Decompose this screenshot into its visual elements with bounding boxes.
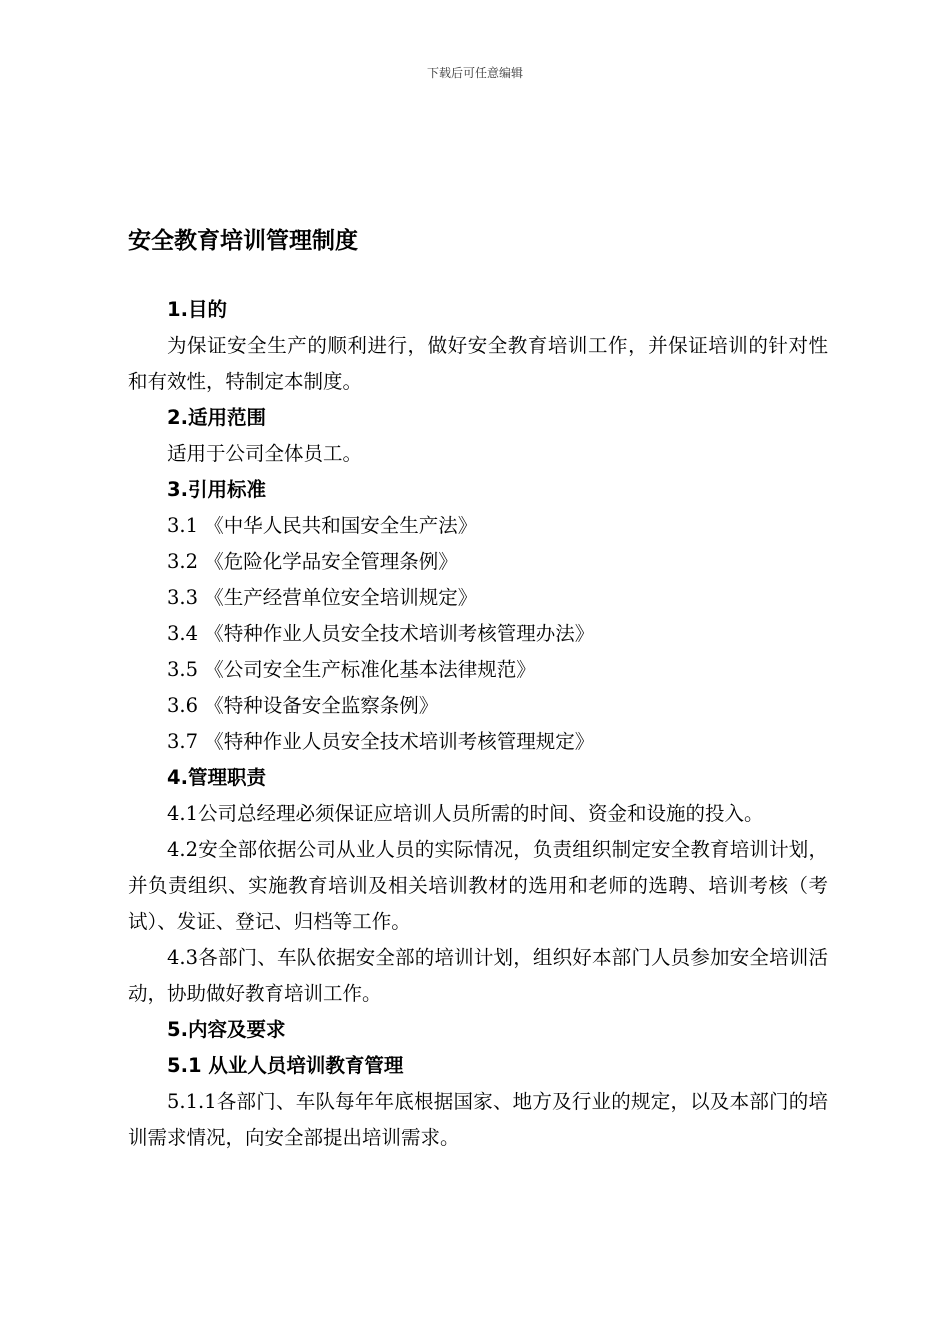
responsibility-paragraph: 4.2安全部依据公司从业人员的实际情况，负责组织制定安全教育培训计划，并负责组织、实施教育培训及相关培训教材的选用和老师的选聘、培训考核（考试）、发证、登记、归档等工作。: [128, 838, 828, 933]
section-heading-scope: 2.适用范围: [167, 406, 266, 429]
subsection-heading-training: 5.1 从业人员培训教育管理: [167, 1054, 404, 1077]
reference-item: 3.7 《特种作业人员安全技术培训考核管理规定》: [167, 730, 595, 753]
section-text-purpose: 为保证安全生产的顺利进行，做好安全教育培训工作，并保证培训的针对性和有效性，特制定本制度。: [128, 334, 828, 393]
responsibility-paragraph: 4.3各部门、车队依据安全部的培训计划，组织好本部门人员参加安全培训活动，协助做好教育培训工作。: [128, 946, 828, 1005]
section-heading-purpose: 1.目的: [167, 298, 227, 321]
responsibility-paragraph: 4.1公司总经理必须保证应培训人员所需的时间、资金和设施的投入。: [167, 802, 764, 825]
content-paragraph: 5.1.1各部门、车队每年年底根据国家、地方及行业的规定，以及本部门的培训需求情况，向安全部提出培训需求。: [128, 1090, 828, 1149]
section-text-scope: 适用于公司全体员工。: [167, 442, 363, 465]
section-heading-references: 3.引用标准: [167, 478, 266, 501]
reference-item: 3.3 《生产经营单位安全培训规定》: [167, 586, 478, 609]
page-header-note: 下载后可任意编辑: [426, 66, 523, 80]
document-title: 安全教育培训管理制度: [128, 228, 358, 254]
reference-item: 3.1 《中华人民共和国安全生产法》: [167, 514, 478, 537]
section-heading-responsibilities: 4.管理职责: [167, 766, 266, 789]
reference-item: 3.4 《特种作业人员安全技术培训考核管理办法》: [167, 622, 595, 645]
section-heading-content: 5.内容及要求: [167, 1018, 286, 1041]
reference-item: 3.5 《公司安全生产标准化基本法律规范》: [167, 658, 536, 681]
reference-item: 3.2 《危险化学品安全管理条例》: [167, 550, 458, 573]
reference-item: 3.6 《特种设备安全监察条例》: [167, 694, 439, 717]
document-body: [128, 292, 828, 1156]
